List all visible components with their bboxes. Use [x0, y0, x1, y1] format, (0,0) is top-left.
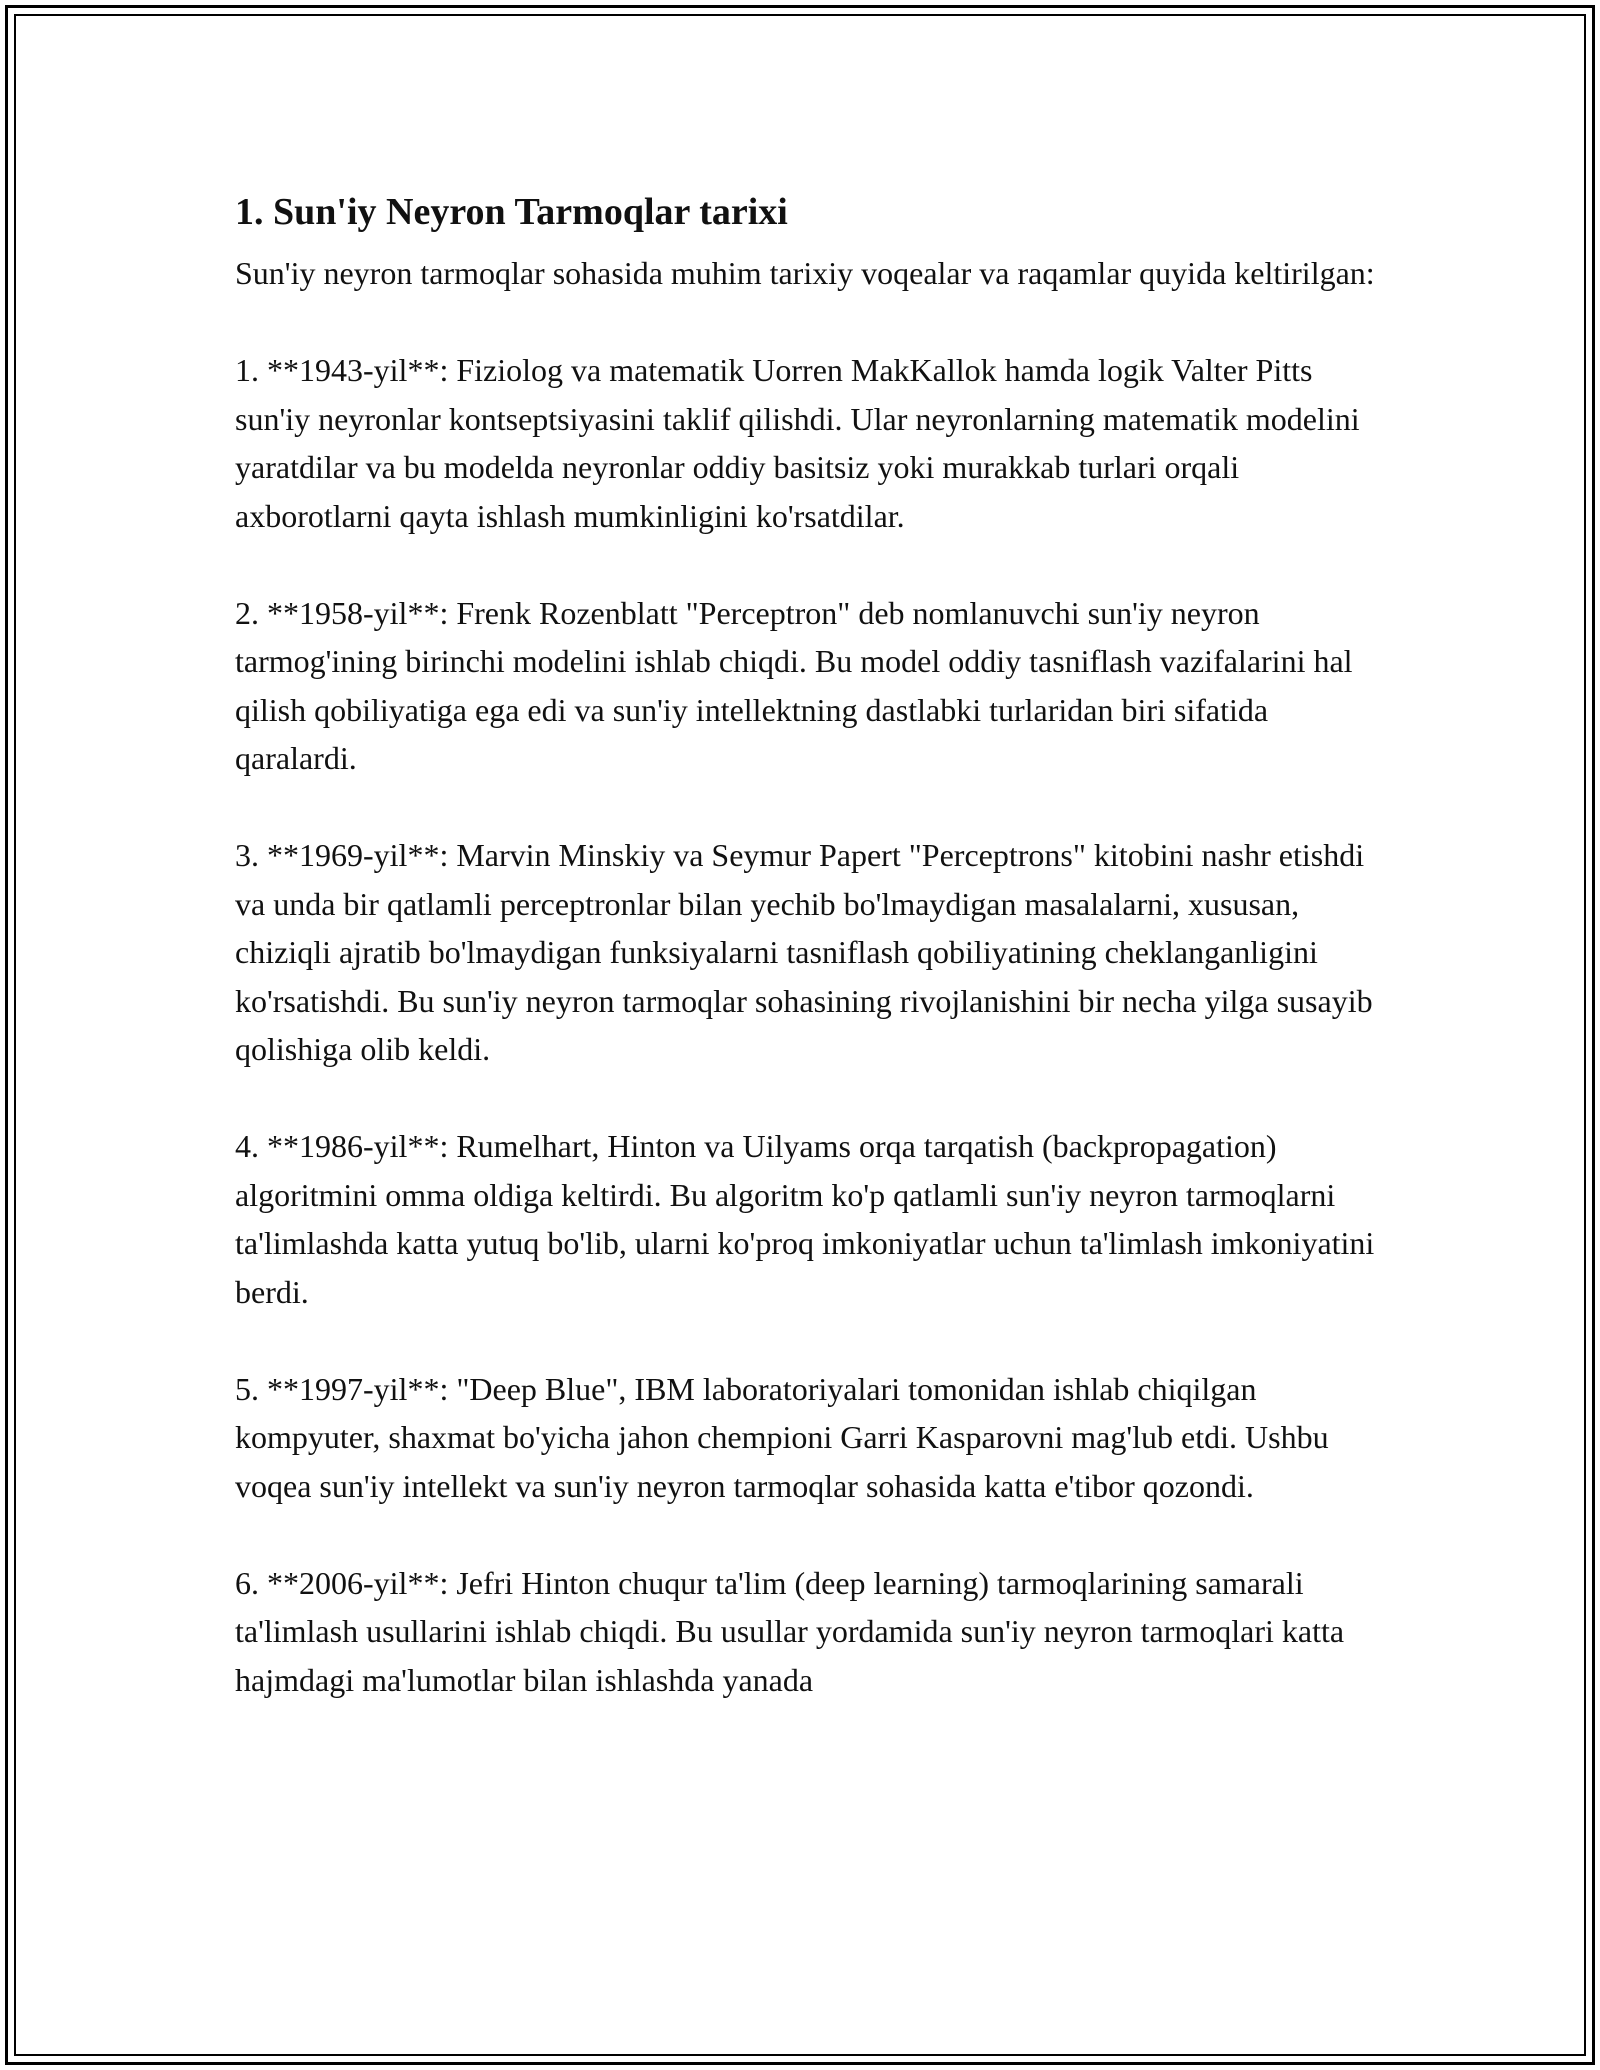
- history-item-2006: 6. **2006-yil**: Jefri Hinton chuqur ta'lim (deep learning) tarmoqlarining samarali ta'limlash usullarini ishlab chiqdi. Bu usullar yordamida sun'iy neyron tarmoqlari katta hajmdagi ma'lumotlar bilan ishlashda yanada: [235, 1564, 1345, 1698]
- document-title: 1. Sun'iy Neyron Tarmoqlar tarixi: [235, 191, 788, 233]
- intro-paragraph: Sun'iy neyron tarmoqlar sohasida muhim tarixiy voqealar va raqamlar quyida keltirilgan:: [235, 255, 1375, 291]
- history-item-1969: 3. **1969-yil**: Marvin Minskiy va Seymur Papert "Perceptrons" kitobini nashr etishdi va unda bir qatlamli perceptronlar bilan yechib bo'lmaydigan masalalarni, xususan, chiziqli ajratib bo'lmaydigan funksiyalarni tasniflash qobiliyatining cheklanganligini ko'rsatishdi. Bu sun'iy neyron tarmoqlar sohasining rivojlanishini bir necha yilga susayib qolishiga olib keldi.: [235, 837, 1373, 1067]
- document-body: [235, 185, 1375, 1753]
- history-item-1986: 4. **1986-yil**: Rumelhart, Hinton va Uilyams orqa tarqatish (backpropagation) algoritmini omma oldiga keltirdi. Bu algoritm ko'p qatlamli sun'iy neyron tarmoqlarni ta'limlashda katta yutuq bo'lib, ularni ko'proq imkoniyatlar uchun ta'limlash imkoniyatini berdi.: [235, 1128, 1375, 1310]
- history-item-1943: 1. **1943-yil**: Fiziolog va matematik Uorren MakKallok hamda logik Valter Pitts sun'iy neyronlar kontseptsiyasini taklif qilishdi. Ular neyronlarning matematik modelini yaratdilar va bu modelda neyronlar oddiy basitsiz yoki murakkab turlari orqali axborotlarni qayta ishlash mumkinligini ko'rsatdilar.: [235, 352, 1360, 534]
- history-item-1958: 2. **1958-yil**: Frenk Rozenblatt "Perceptron" deb nomlanuvchi sun'iy neyron tarmog'ining birinchi modelini ishlab chiqdi. Bu model oddiy tasniflash vazifalarini hal qilish qobiliyatiga ega edi va sun'iy intellektning dastlabki turlaridan biri sifatida qaralardi.: [235, 594, 1353, 776]
- history-item-1997: 5. **1997-yil**: "Deep Blue", IBM laboratoriyalari tomonidan ishlab chiqilgan kompyuter, shaxmat bo'yicha jahon chempioni Garri Kasparovni mag'lub etdi. Ushbu voqea sun'iy intellekt va sun'iy neyron tarmoqlar sohasida katta e'tibor qozondi.: [235, 1370, 1329, 1504]
